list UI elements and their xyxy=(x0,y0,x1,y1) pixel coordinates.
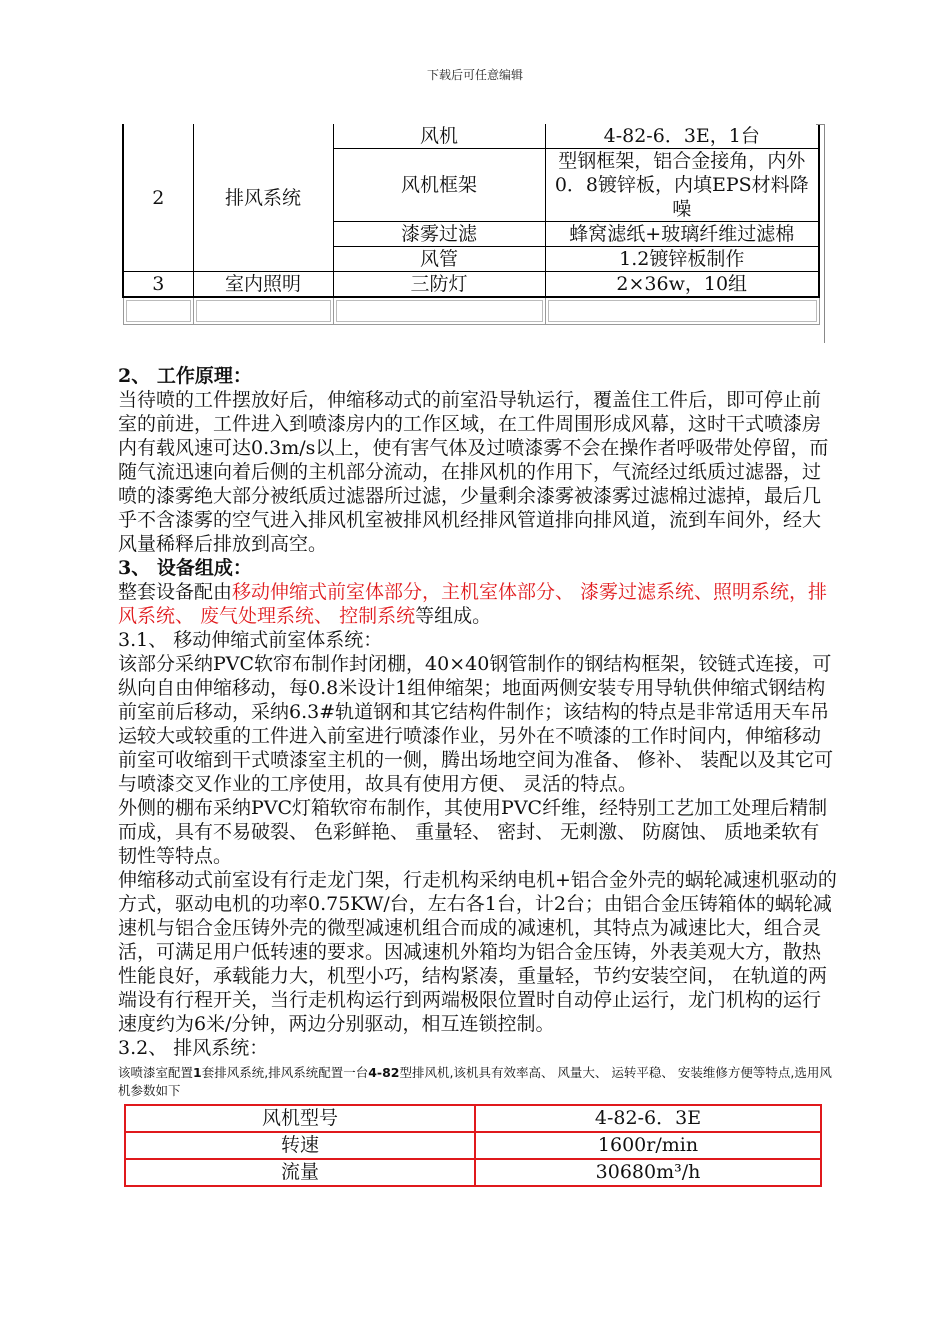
text-span: 套排风系统,排风系统配置一台 xyxy=(201,1065,369,1080)
param-value: 30680m³/h xyxy=(475,1159,821,1186)
item-spec: 4-82-6．3E，1台 xyxy=(545,124,819,149)
paragraph xyxy=(118,580,838,628)
text-span: 型排风机,该机具有效率高、 风量大、 运转平稳、 安装维修方便等特点,选用风机参数如下 xyxy=(118,1065,832,1098)
table-row xyxy=(125,1132,821,1159)
empty-cell xyxy=(333,297,545,325)
param-label: 转速 xyxy=(125,1132,475,1159)
item-name: 风机框架 xyxy=(333,149,545,222)
system-name: 室内照明 xyxy=(193,272,333,298)
item-name: 风管 xyxy=(333,247,545,272)
bold-text: 4-82 xyxy=(368,1065,400,1080)
param-label: 风机型号 xyxy=(125,1105,475,1132)
highlighted-text: 移动伸缩式前室体部分，主机室体部分、 漆雾过滤系统、照明系统，排风系统、 废气处理系统、 控制系统 xyxy=(118,581,828,627)
row-number: 2 xyxy=(123,124,193,272)
equipment-table-wrap xyxy=(122,124,820,325)
item-name: 风机 xyxy=(333,124,545,149)
paragraph: 伸缩移动式前室设有行走龙门架，行走机构采纳电机+铝合金外壳的蜗轮减速机驱动的方式，驱动电机的功率0.75KW/台，左右各1台，计2台；由铝合金压铸箱体的蜗轮减速机与铝合金压铸外壳的微型减速机组合而成的减速机，其特点为减速比大，组合灵活，可满足用户低转速的要求。因减速机外箱均为铝合金压铸，外表美观大方，散热性能良好，承载能力大，机型小巧，结构紧凑，重量轻，节约安装空间， 在轨道的两端设有行程开关，当行走机构运行到两端极限位置时自动停止运行，龙门机构的运行速度约为6米/分钟，两边分别驱动，相互连锁控制。 xyxy=(118,869,837,1035)
param-value: 4-82-6．3E xyxy=(475,1105,821,1132)
paragraph: 当待喷的工件摆放好后，伸缩移动式的前室沿导轨运行，覆盖住工件后，即可停止前室的前进，工件进入到喷漆房内的工作区域，在工件周围形成风幕，这时干式喷漆房内有载风速可达0.3m/s以上，使有害气体及过喷漆雾不会在操作者呼吸带处停留，而随气流迅速向着后侧的主机部分流动，在排风机的作用下，气流经过纸质过滤器，过喷的漆雾绝大部分被纸质过滤器所过滤，少量剩余漆雾被漆雾过滤棉过滤掉，最后几乎不含漆雾的空气进入排风机室被排风机经排风管道排向排风道，流到车间外，经大风量稀释后排放到高空。 xyxy=(118,389,829,555)
paragraph: 外侧的棚布采纳PVC灯箱软帘布制作，其使用PVC纤维，经特别工艺加工处理后精制而成，具有不易破裂、 色彩鲜艳、 重量轻、 密封、 无刺激、 防腐蚀、 质地柔软有韧性等特点。 xyxy=(118,797,828,867)
item-spec: 1.2镀锌板制作 xyxy=(545,247,819,272)
empty-row xyxy=(123,297,819,325)
bold-text: 1 xyxy=(193,1065,202,1080)
system-name: 排风系统 xyxy=(193,124,333,272)
text-span: 整套设备配由 xyxy=(118,581,233,603)
item-spec: 2×36w，10组 xyxy=(545,272,819,298)
table-row xyxy=(125,1159,821,1186)
empty-cell xyxy=(545,297,819,325)
section-heading: 2、 工作原理： xyxy=(118,365,252,387)
item-spec: 蜂窝滤纸+玻璃纤维过滤棉 xyxy=(545,222,819,247)
empty-cell xyxy=(193,297,333,325)
fan-parameter-table xyxy=(124,1104,822,1187)
page-header: 下载后可任意编辑 xyxy=(426,68,523,82)
table-row xyxy=(125,1105,821,1132)
param-value: 1600r/min xyxy=(475,1132,821,1159)
equipment-table xyxy=(122,124,820,325)
paragraph: 该部分采纳PVC软帘布制作封闭棚，40×40钢管制作的钢结构框架，铰链式连接，可纵向自由伸缩移动，每0.8米设计1组伸缩架；地面两侧安装专用导轨供伸缩式钢结构前室前后移动，采纳6.3#轨道钢和其它结构件制作；该结构的特点是非常适用天车吊运较大或较重的工件进入前室进行喷漆作业，另外在不喷漆的工作时间内，伸缩移动前室可收缩到干式喷漆室主机的一侧，腾出场地空间为准备、 修补、 装配以及其它可与喷漆交叉作业的工序使用，故具有使用方便、 灵活的特点。 xyxy=(118,653,834,795)
text-span: 该喷漆室配置 xyxy=(118,1065,194,1080)
fan-note xyxy=(118,1064,838,1100)
item-name: 漆雾过滤 xyxy=(333,222,545,247)
subsection-title: 3.1、 移动伸缩式前室体系统： xyxy=(118,629,383,651)
empty-cell xyxy=(123,297,193,325)
subsection-title: 3.2、 排风系统： xyxy=(118,1037,269,1059)
table-edge-stub xyxy=(816,124,825,343)
param-label: 流量 xyxy=(125,1159,475,1186)
row-number: 3 xyxy=(123,272,193,298)
item-spec: 型钢框架，铝合金接角，内外0．8镀锌板，内填EPS材料降噪 xyxy=(545,149,819,222)
item-name: 三防灯 xyxy=(333,272,545,298)
text-span: 等组成。 xyxy=(415,605,492,627)
document-body xyxy=(118,364,838,1187)
section-heading: 3、 设备组成： xyxy=(118,557,252,579)
